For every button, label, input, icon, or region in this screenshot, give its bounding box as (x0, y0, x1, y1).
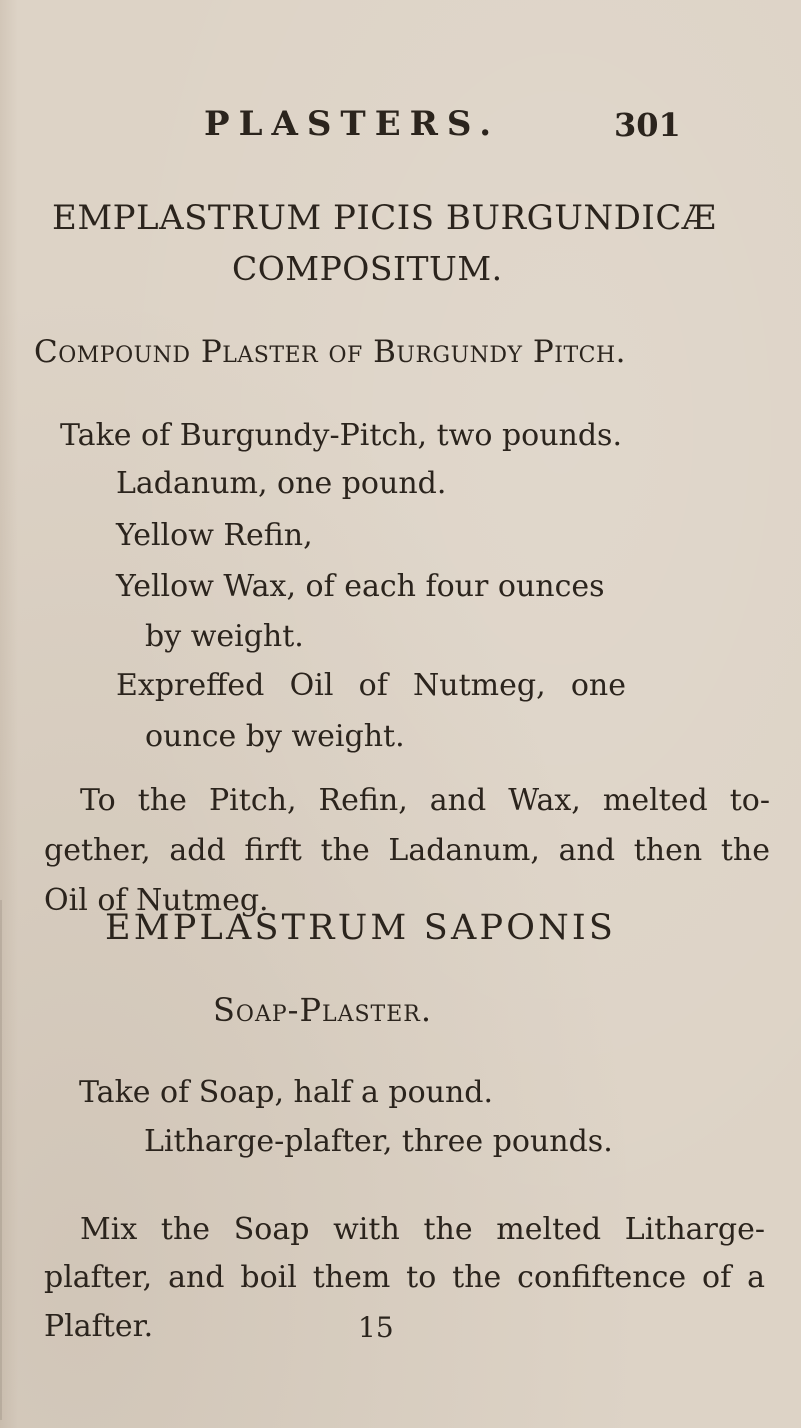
page-number: 301 (614, 106, 681, 144)
section1-recipe-line: ounce by weight. (145, 719, 405, 754)
section1-direction-line: Oil of Nutmeg. (44, 883, 269, 918)
section1-recipe-line: by weight. (145, 619, 304, 654)
catchword: 15 (358, 1311, 394, 1344)
section1-recipe-line: Expreffed Oil of Nutmeg, one (116, 668, 626, 703)
section1-recipe-line: Take of Burgundy-Pitch, two pounds. (60, 418, 622, 453)
section1-recipe-line: Yellow Wax, of each four ounces (116, 569, 605, 604)
section1-recipe-line: Yellow Refin, (116, 518, 313, 553)
running-head: PLASTERS. (204, 104, 501, 144)
section2-recipe-line: Take of Soap, half a pound. (79, 1075, 494, 1110)
section2-direction-line: Plafter. (44, 1309, 154, 1344)
page-edge-shadow (0, 900, 2, 1420)
section2-direction-line: Mix the Soap with the melted Litharge- (80, 1212, 765, 1247)
section1-direction-line: To the Pitch, Refin, and Wax, melted to- (80, 783, 770, 818)
section1-subtitle: Compound Plaster of Burgundy Pitch. (34, 334, 627, 370)
section2-title: EMPLASTRUM SAPONIS (105, 908, 617, 948)
section2-direction-line: plafter, and boil them to the confiftence of a (44, 1260, 765, 1295)
section1-recipe-line: Ladanum, one pound. (116, 466, 447, 501)
section1-title-line2: COMPOSITUM. (232, 249, 503, 288)
section1-title-line1: EMPLASTRUM PICIS BURGUNDICÆ (52, 198, 717, 238)
section2-recipe-line: Litharge-plafter, three pounds. (144, 1124, 613, 1159)
section2-subtitle: Soap-Plaster. (213, 991, 433, 1029)
section1-direction-line: gether, add firft the Ladanum, and then the (44, 833, 770, 868)
